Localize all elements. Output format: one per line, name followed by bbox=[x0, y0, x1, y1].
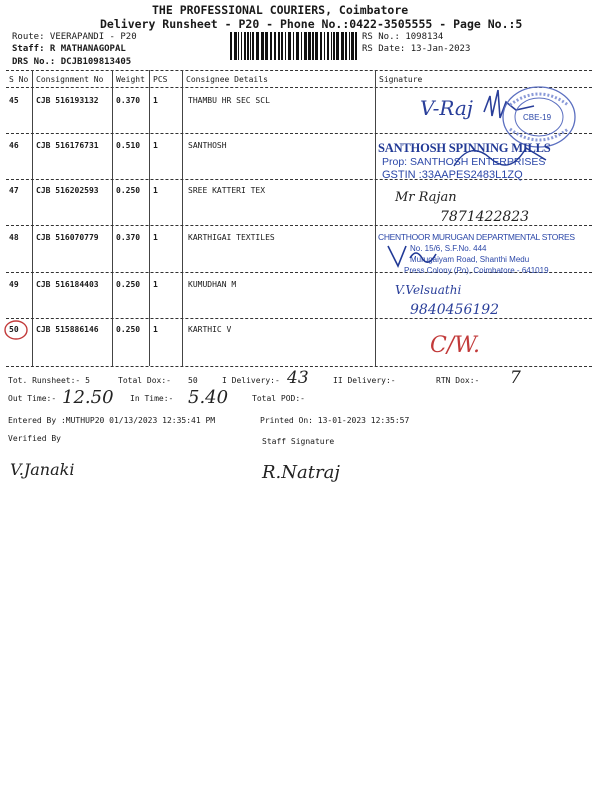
stamp-stores-address2: Murugaiyam Road, Shanthi Medu bbox=[410, 255, 530, 264]
stamp-stores-address3: Press Colony (Po), Coimbatore - 641019 bbox=[404, 266, 549, 275]
row-sno: 46 bbox=[9, 141, 19, 150]
signature-row47-phone: 7871422823 bbox=[440, 209, 530, 225]
row-sno: 47 bbox=[9, 186, 19, 195]
runsheet-subtitle: Delivery Runsheet - P20 - Phone No.:0422-3505555 - Page No.:5 bbox=[100, 17, 523, 31]
out-time-label: Out Time:- bbox=[8, 394, 57, 403]
col-consignment: Consignment No bbox=[36, 75, 104, 84]
stamp-stores-name: CHENTHOOR MURUGAN DEPARTMENTAL STORES bbox=[378, 232, 575, 242]
stamp-santhosh-gstin: GSTIN :33AAPES2483L1ZQ bbox=[382, 169, 523, 181]
printed-on: Printed On: 13-01-2023 12:35:57 bbox=[260, 416, 410, 425]
row-consignee: SREE KATTERI TEX bbox=[188, 186, 266, 195]
i-delivery-value: 43 bbox=[287, 368, 309, 388]
row-sno: 50 bbox=[9, 325, 19, 334]
row-pcs: 1 bbox=[153, 141, 158, 150]
out-time-value: 12.50 bbox=[62, 387, 114, 408]
row-consignee: THAMBU HR SEC SCL bbox=[188, 96, 270, 105]
row-weight: 0.250 bbox=[116, 280, 141, 289]
row-consignment: CJB 515886146 bbox=[36, 325, 99, 334]
row-sno: 49 bbox=[9, 280, 19, 289]
col-pcs: PCS bbox=[153, 75, 168, 84]
total-dox-value: 50 bbox=[188, 376, 198, 385]
row-weight: 0.250 bbox=[116, 325, 141, 334]
col-sno: S No bbox=[9, 75, 29, 84]
row-pcs: 1 bbox=[153, 233, 158, 242]
staff-signature-label: Staff Signature bbox=[262, 437, 335, 446]
in-time-value: 5.40 bbox=[188, 387, 229, 408]
staff-signature: R.Natraj bbox=[262, 462, 340, 483]
rtn-dox-value: 7 bbox=[510, 368, 521, 388]
row-weight: 0.250 bbox=[116, 186, 141, 195]
col-signature: Signature bbox=[379, 75, 423, 84]
signature-row50-note: C/W. bbox=[430, 333, 481, 358]
col-consignee: Consignee Details bbox=[186, 75, 268, 84]
row-weight: 0.510 bbox=[116, 141, 141, 150]
row-pcs: 1 bbox=[153, 325, 158, 334]
drs-number: DRS No.: DCJB109813405 bbox=[12, 57, 132, 67]
in-time-label: In Time:- bbox=[130, 394, 174, 403]
route-label: Route: VEERAPANDI - P20 bbox=[12, 32, 137, 42]
row-sno: 45 bbox=[9, 96, 19, 105]
row-consignee: KARTHIGAI TEXTILES bbox=[188, 233, 275, 242]
signature-row47-name: Mr Rajan bbox=[395, 190, 457, 205]
row-consignee: SANTHOSH bbox=[188, 141, 227, 150]
total-pod-label: Total POD:- bbox=[252, 394, 305, 403]
row-consignee: KUMUDHAN M bbox=[188, 280, 237, 289]
row-weight: 0.370 bbox=[116, 96, 141, 105]
col-weight: Weight bbox=[116, 75, 145, 84]
rs-date: RS Date: 13-Jan-2023 bbox=[362, 44, 471, 54]
row-consignment: CJB 516202593 bbox=[36, 186, 99, 195]
barcode-icon bbox=[230, 32, 358, 60]
cbe-seal-text: CBE-19 bbox=[523, 113, 552, 122]
i-delivery-label: I Delivery:- bbox=[222, 376, 280, 385]
row-pcs: 1 bbox=[153, 186, 158, 195]
total-dox-label: Total Dox:- bbox=[118, 376, 171, 385]
row-pcs: 1 bbox=[153, 96, 158, 105]
ii-delivery-label: II Delivery:- bbox=[333, 376, 396, 385]
rtn-dox-label: RTN Dox:- bbox=[436, 376, 480, 385]
rs-number: RS No.: 1098134 bbox=[362, 32, 444, 42]
signature-row45: V-Raj bbox=[420, 96, 474, 120]
stamp-santhosh-name: SANTHOSH SPINNING MILLS bbox=[378, 141, 551, 155]
signature-scribble-icon bbox=[384, 238, 444, 272]
staff-label: Staff: R MATHANAGOPAL bbox=[12, 44, 126, 54]
row-weight: 0.370 bbox=[116, 233, 141, 242]
verified-by-label: Verified By bbox=[8, 434, 61, 443]
row-consignee: KARTHIC V bbox=[188, 325, 232, 334]
signature-row49-phone: 9840456192 bbox=[410, 302, 500, 318]
tot-runsheet: Tot. Runsheet:- 5 bbox=[8, 376, 90, 385]
stamp-stores-address1: No. 15/6, S.F.No. 444 bbox=[410, 244, 487, 253]
signature-scribble-icon bbox=[450, 136, 550, 182]
row-consignment: CJB 516176731 bbox=[36, 141, 99, 150]
row-pcs: 1 bbox=[153, 280, 158, 289]
stamp-santhosh-prop: Prop: SANTHOSH ENTERPRISES bbox=[382, 156, 546, 168]
entered-by: Entered By :MUTHUP20 01/13/2023 12:35:41 PM bbox=[8, 416, 216, 425]
verified-signature: V.Janaki bbox=[10, 460, 75, 479]
row-consignment: CJB 516070779 bbox=[36, 233, 99, 242]
circle-mark-icon bbox=[2, 318, 30, 342]
row-consignment: CJB 516193132 bbox=[36, 96, 99, 105]
signature-row49-name: V.Velsuathi bbox=[395, 283, 462, 297]
company-title: THE PROFESSIONAL COURIERS, Coimbatore bbox=[152, 3, 409, 17]
row-consignment: CJB 516184403 bbox=[36, 280, 99, 289]
row-sno: 48 bbox=[9, 233, 19, 242]
